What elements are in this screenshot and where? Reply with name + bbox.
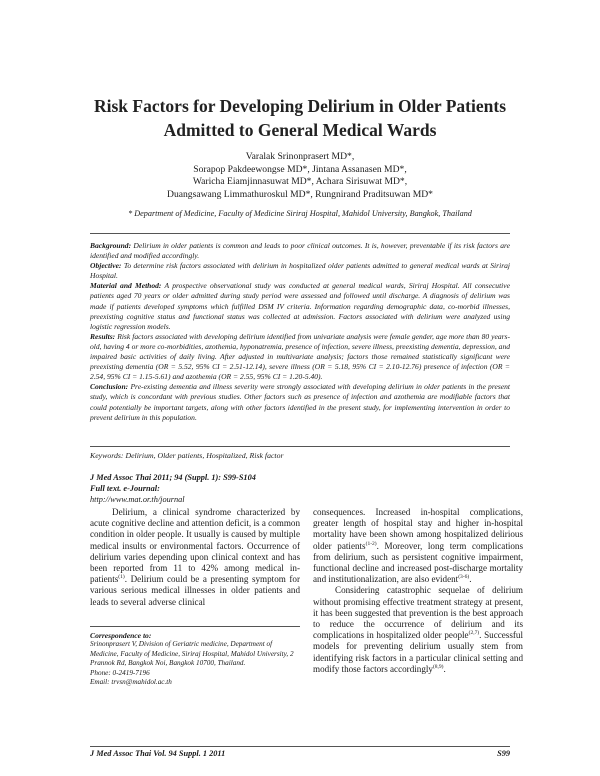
footer-rule	[90, 746, 510, 747]
title-line-1: Risk Factors for Developing Delirium in Older Patients	[93, 96, 507, 116]
citation-ref: (1)	[118, 574, 125, 581]
background-text: Delirium in older patients is common and leads to poor clinical outcomes. It is, however, preventable if its risk factors are identified and modified accordingly.	[90, 241, 510, 261]
fulltext-label: Full text. e-Journal:	[90, 484, 160, 493]
correspondence-rule	[90, 626, 300, 627]
body-text: Considering catastrophic sequelae of delirium without promising effective treatment strategy at present, it has been suggested that prevention is the best approach to reduce the occurrence of delirium and its complications in hospitalized older people	[313, 585, 523, 641]
body-text: Delirium, a clinical syndrome characterized by acute cognitive decline and attention deficit, is a common condition in older people. It usually is caused by multiple medical insults or environmental factors. Occurrence of delirium varies depending upon clinical context and has been reported from 11 to 42% among medical in-patients	[90, 507, 300, 585]
correspondence-address: Srinonprasert V, Division of Geriatric medicine, Department of Medicine, Faculty of Medicine, Siriraj Hospital, Mahidol University, 2 Prannok Rd, Bangkok Noi, Bangkok 10700, Thailand.	[90, 640, 294, 668]
author-line: Varalak Srinonprasert MD*,	[245, 151, 355, 162]
fulltext-link[interactable]: http://www.mat.or.th/journal	[90, 495, 185, 504]
conclusion-text: Pre-existing dementia and illness severity were strongly associated with developing delirium in older patients in the present study, which is concordant with previous studies. Other factors such as presence of infection and azothemia are modifiable factors that could potentially be important targets, along with other factors identified in the present study, for implementing intervention in order to prevent delirium in this population.	[90, 382, 510, 422]
body-right-column	[313, 507, 523, 675]
body-left-column	[90, 507, 300, 608]
methods-text: A prospective observational study was conducted at general medical wards, Siriraj Hospital. All consecutive patients aged 70 years or older admitted during study period were assessed and followed until discharge. A diagnosis of delirium was made if patients developed symptoms which fulfilled DSM IV criteria. Information regarding demographic data, co-morbid illnesses, preexisting cognitive status and functional status was collected at admission. Factors associated with delirium were analyzed using logistic regression models.	[90, 281, 510, 331]
abstract-top-rule	[90, 233, 510, 234]
body-text: .	[443, 663, 446, 674]
citation-ref: (2,7)	[468, 630, 480, 637]
body-paragraph	[90, 507, 300, 608]
correspondence-heading: Correspondence to:	[90, 631, 152, 640]
body-paragraph	[313, 507, 523, 585]
page-number: S99	[497, 749, 510, 758]
journal-citation: J Med Assoc Thai 2011; 94 (Suppl. 1): S99-S104	[90, 473, 256, 482]
affiliation: * Department of Medicine, Faculty of Medicine Siriraj Hospital, Mahidol University, Bangkok, Thailand	[128, 209, 472, 218]
journal-info	[90, 472, 510, 505]
abstract	[90, 241, 510, 423]
footer-journal: J Med Assoc Thai Vol. 94 Suppl. 1 2011	[90, 749, 226, 758]
citation-ref: (1-2)	[365, 540, 377, 547]
objective-text: To determine risk factors associated with delirium in hospitalized older patients admitted to general medical wards at Siriraj Hospital.	[90, 261, 510, 281]
title-line-2: Admitted to General Medical Wards	[163, 120, 437, 140]
abstract-results	[90, 332, 510, 382]
abstract-bottom-rule	[90, 446, 510, 447]
author-line: Waricha Eiamjinnasuwat MD*, Achara Sirisuwat MD*,	[192, 176, 408, 188]
article-title	[40, 94, 560, 142]
citation-ref: (3-6)	[458, 574, 470, 581]
author-line: Duangsawang Limmathuroskul MD*, Rungnirand Praditsuwan MD*	[167, 188, 433, 200]
body-text: . Successful models for preventing delirium usually stem from identifying risk factors in a particular clinical setting and modify those factors accordingly	[313, 630, 523, 674]
body-text: . Moreover, long term complications from delirium, such as persistent cognitive impairment, functional decline and increased post-discharge mortality and institutionalization, are also evident	[313, 540, 523, 585]
results-text: Risk factors associated with developing delirium identified from univariate analysis were female gender, age more than 80 years-old, having 4 or more co-morbidities, azothemia, hyponatremia, presence of infection, severe illness, preexisting dementia, depression, and impaired basic activities of daily living. After adjusted in multivariate analysis; factors those remained statistically significant were preexisting dementia (OR = 5.52, 95% CI = 2.51-12.14), severe illness (OR = 5.18, 95% CI = 2.10-12.76) presence of infection (OR = 2.54, 95% CI = 1.15-5.61) and azothemia (OR = 2.55, 95% CI = 1.20-5.40).	[90, 331, 511, 382]
correspondence-block	[90, 631, 300, 687]
conclusion-label: Conclusion:	[90, 382, 129, 392]
objective-label: Objective:	[90, 261, 122, 271]
author-line: Sorapop Pakdeewongse MD*, Jintana Assanasen MD*,	[193, 163, 407, 175]
keywords: Keywords: Delirium, Older patients, Hospitalized, Risk factor	[90, 451, 284, 460]
body-text: .	[469, 574, 472, 585]
abstract-background	[90, 241, 510, 261]
correspondence-email: Email: trvsn@mahidol.ac.th	[90, 678, 172, 687]
body-text: consequences. Increased in-hospital complications, greater length of hospital stay and higher in-hospital mortality have been shown among hospitalized delirious older patients	[313, 507, 523, 551]
abstract-conclusion	[90, 382, 510, 422]
body-text: . Delirium could be a presenting symptom for various serious medical illnesses in older patients and leads to several adverse clinical	[90, 574, 300, 607]
methods-label: Material and Method:	[90, 281, 162, 291]
body-paragraph	[313, 585, 523, 675]
results-label: Results:	[90, 331, 116, 341]
fulltext-line	[90, 483, 510, 505]
abstract-objective	[90, 261, 510, 281]
author-list	[40, 151, 560, 201]
background-label: Background:	[90, 241, 132, 250]
citation-ref: (8,9)	[432, 663, 444, 670]
abstract-methods	[90, 281, 510, 331]
correspondence-phone: Phone: 0-2419-7196	[90, 668, 150, 677]
